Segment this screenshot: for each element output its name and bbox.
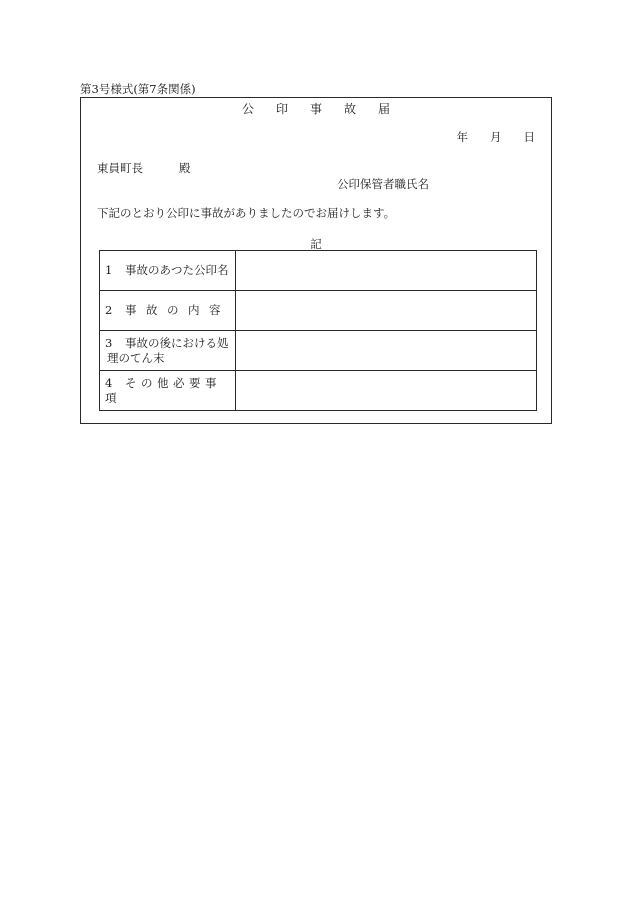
row-label-text: 事故のあつた公印名 <box>125 263 229 277</box>
table-row <box>100 251 537 291</box>
date-day-unit: 日 <box>523 130 535 144</box>
title-char: 届 <box>378 102 391 116</box>
date-year-unit: 年 <box>456 130 468 144</box>
custodian-label: 公印保管者職氏名 <box>337 177 429 191</box>
row-number: 3 <box>105 335 113 350</box>
row-label-continuation: 理のてん末 <box>107 350 165 365</box>
form-number-caption: 第3号様式(第7条関係) <box>80 82 196 96</box>
row-label <box>100 371 236 411</box>
row-label-text: 事故の後における処 <box>125 335 229 350</box>
addressee-honorific: 殿 <box>179 161 191 175</box>
details-table <box>99 250 537 411</box>
title-char: 公 <box>241 102 254 116</box>
row-label <box>100 331 236 371</box>
row-value-field[interactable] <box>236 251 537 291</box>
title-char: 事 <box>309 102 322 116</box>
row-number: 2 <box>105 303 113 317</box>
form-title <box>81 100 551 117</box>
row-value-field[interactable] <box>236 371 537 411</box>
row-value-field[interactable] <box>236 331 537 371</box>
title-char: 印 <box>275 102 288 116</box>
statement-text: 下記のとおり公印に事故がありましたのでお届けします。 <box>97 206 396 220</box>
row-number: 4 <box>105 375 113 390</box>
row-label <box>100 251 236 291</box>
table-row <box>100 331 537 371</box>
report-form-frame <box>80 97 552 424</box>
row-value-field[interactable] <box>236 291 537 331</box>
date-line <box>435 129 536 145</box>
date-month-unit: 月 <box>490 130 502 144</box>
ki-heading: 記 <box>310 237 322 251</box>
addressee-name: 東員町長 <box>97 161 143 175</box>
row-label <box>100 291 236 331</box>
row-number: 1 <box>105 263 113 277</box>
table-row <box>100 371 537 411</box>
table-row <box>100 291 537 331</box>
title-char: 故 <box>344 102 357 116</box>
row-label-text: その他必要事項 <box>105 375 221 405</box>
row-label-text: 事故の内容 <box>125 303 230 317</box>
addressee-line <box>97 160 191 176</box>
